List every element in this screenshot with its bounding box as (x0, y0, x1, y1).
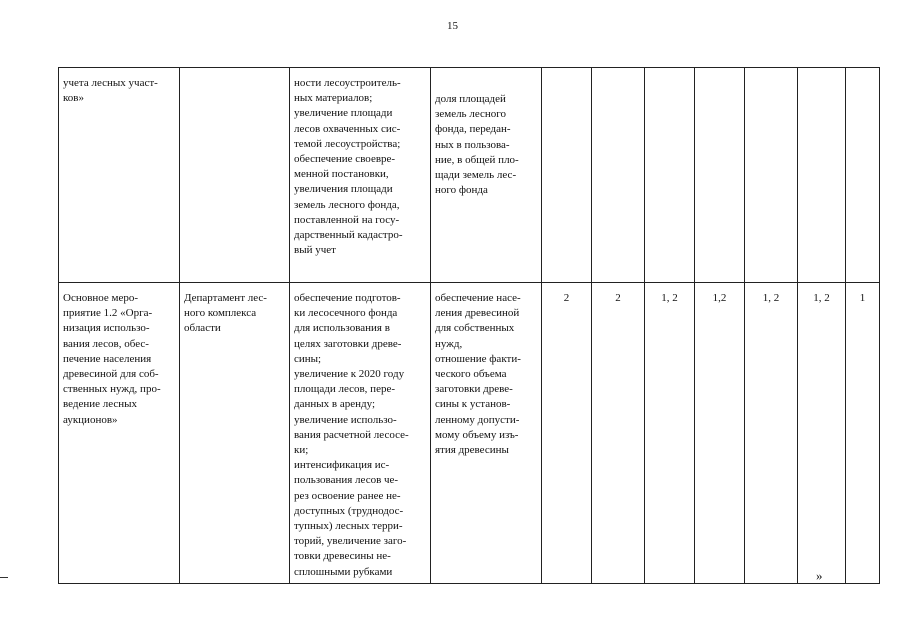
value-cell (592, 68, 645, 283)
result-cell: обеспечение подготов- ки лесосечного фонда для использования в целях заготовки древе- сины; увеличение к 2020 году площади лесов, пере- данных в аренду; увеличение использо- вания расчетной лесосе- ки; интенсификация ис- пользования лесов че- рез освоение ранее не- доступных (труднодос- тупных) лесных терри- торий, увеличение заго- товки древесины не- сплошными рубками (290, 283, 431, 584)
value-cell: 1, 2 (645, 283, 695, 584)
page-number: 15 (447, 20, 458, 32)
executor-cell (180, 68, 290, 283)
indicator-cell: обеспечение насе- ления древесиной для собственных нужд, отношение факти- ческого объема заготовки древе- сины к установ- ленному допусти- мому объему изъ- ятия древесины (431, 283, 542, 584)
value-cell (542, 68, 592, 283)
event-cell: Основное меро- приятие 1.2 «Орга- низация использо- вания лесов, обес- печение населения древесиной для соб- ственных нужд, про- ведение лесных аукционов» (59, 283, 180, 584)
indicator-cell: доля площадей земель лесного фонда, передан- ных в пользова- ние, в общей пло- щади земель лес- ного фонда (431, 68, 542, 283)
table-row (59, 68, 880, 283)
result-cell: ности лесоустроитель- ных материалов; увеличение площади лесов охваченных сис- темой лесоустройства; обеспечение своевре- менной постановки, увеличения площади земель лесного фонда, поставленной на госу- дарственный кадастро- вый учет (290, 68, 431, 283)
value-cell: 1, 2 (798, 283, 846, 584)
value-cell: 1, 2 (745, 283, 798, 584)
value-cell (846, 68, 880, 283)
value-cell (695, 68, 745, 283)
value-cell: 1 (846, 283, 880, 584)
value-cell: 2 (592, 283, 645, 584)
table-row (59, 283, 880, 584)
value-cell (798, 68, 846, 283)
value-cell (745, 68, 798, 283)
value-cell (645, 68, 695, 283)
program-table (58, 67, 880, 584)
value-cell: 2 (542, 283, 592, 584)
value-cell: 1,2 (695, 283, 745, 584)
margin-dash (0, 577, 8, 578)
closing-quote-mark: » (816, 568, 823, 583)
event-cell: учета лесных участ- ков» (59, 68, 180, 283)
executor-cell: Департамент лес- ного комплекса области (180, 283, 290, 584)
